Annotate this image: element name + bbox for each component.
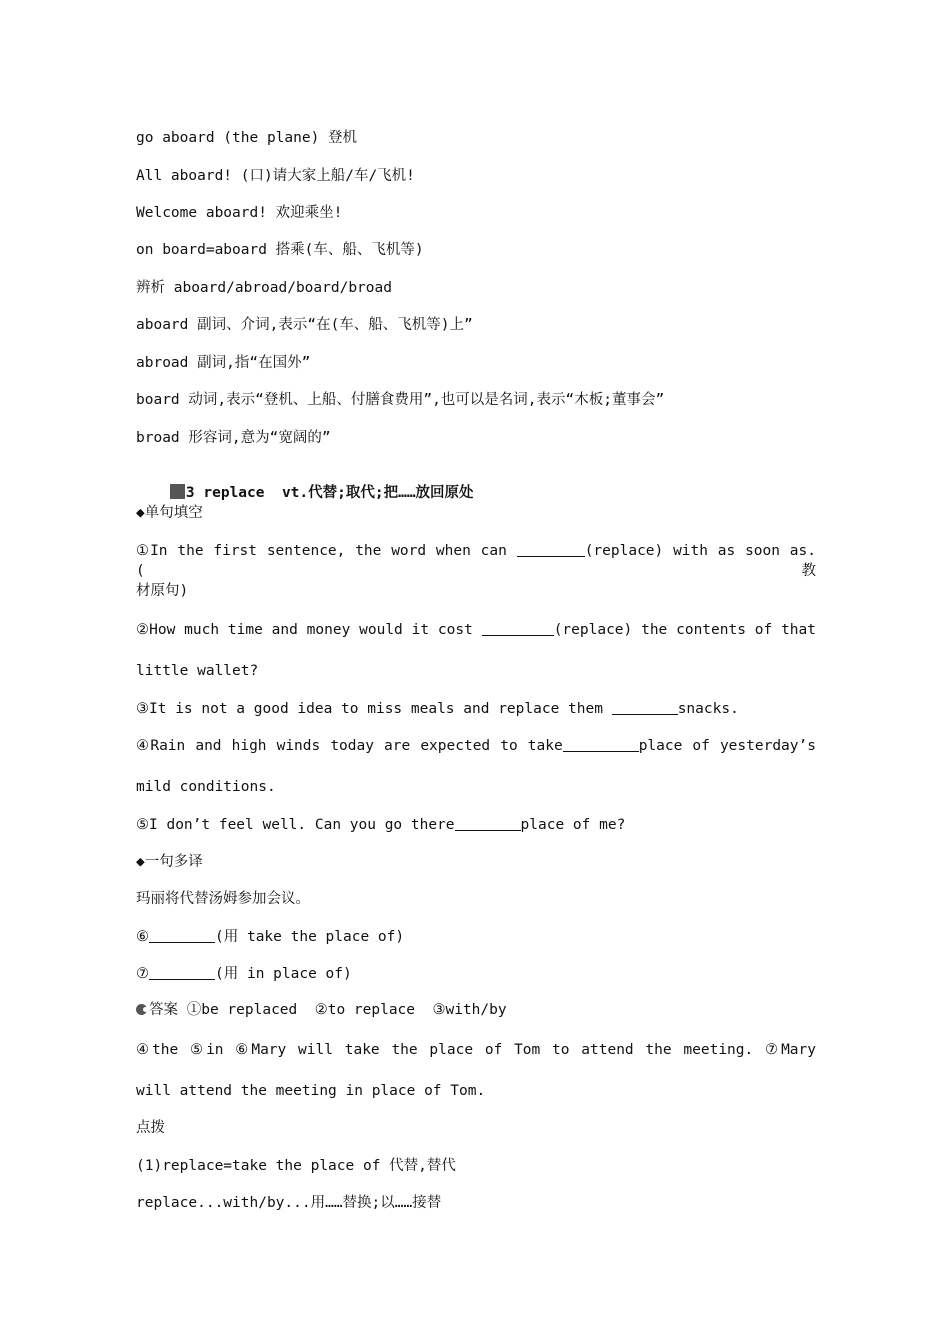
answer-blank: [517, 542, 585, 557]
note-line: go aboard (the plane) 登机: [136, 130, 358, 146]
question-1-cont: 材原句): [136, 583, 189, 599]
question-2: ②How much time and money would it cost (replace) the contents of that: [136, 622, 816, 638]
answer-blank: [455, 816, 521, 831]
translation-title: ◆一句多译: [136, 854, 203, 870]
answer-blank: [149, 928, 215, 943]
note-line: Welcome aboard! 欢迎乘坐!: [136, 205, 343, 221]
question-4-cont: mild conditions.: [136, 779, 276, 795]
answer-blank: [149, 965, 215, 980]
answer-line-3: will attend the meeting in place of Tom.: [136, 1083, 486, 1099]
answer-blank: [482, 621, 554, 636]
fill-blank-title: ◆单句填空: [136, 505, 203, 521]
answer-icon: [136, 1004, 147, 1015]
question-7: ⑦ (用 in place of): [136, 966, 352, 982]
question-1: ①In the first sentence, the word when can (replace) with as soon as.(教: [136, 543, 816, 579]
answer-line-1: 答案 ①be replaced ②to replace ③with/by: [136, 1000, 507, 1020]
section-heading-text: 3 replace vt.代替;取代;把……放回原处: [185, 485, 474, 501]
question-5: ⑤I don’t feel well. Can you go there place of me?: [136, 817, 626, 833]
tips-title: 点拨: [136, 1120, 165, 1136]
note-line: 辨析 aboard/abroad/board/broad: [136, 280, 392, 296]
note-line: board 动词,表示“登机、上船、付膳食费用”,也可以是名词,表示“木板;董事会”: [136, 392, 665, 408]
square-bullet-icon: [170, 484, 185, 499]
note-line: abroad 副词,指“在国外”: [136, 355, 311, 371]
answer-label: 答案: [149, 1002, 178, 1018]
tip-line: (1)replace=take the place of 代替,替代: [136, 1158, 456, 1174]
note-line: broad 形容词,意为“宽阔的”: [136, 430, 331, 446]
note-line: on board=aboard 搭乘(车、船、飞机等): [136, 242, 424, 258]
question-4: ④Rain and high winds today are expected to take place of yesterday’s: [136, 738, 816, 754]
answer-blank: [563, 737, 639, 752]
question-3: ③It is not a good idea to miss meals and replace them snacks.: [136, 701, 739, 717]
tip-line: replace...with/by...用……替换;以……接替: [136, 1195, 442, 1211]
note-line: aboard 副词、介词,表示“在(车、船、飞机等)上”: [136, 317, 473, 333]
question-6: ⑥ (用 take the place of): [136, 929, 405, 945]
answer-line-2: ④the ⑤in ⑥Mary will take the place of Tom to attend the meeting. ⑦Mary: [136, 1042, 816, 1058]
translation-prompt: 玛丽将代替汤姆参加会议。: [136, 891, 310, 907]
note-line: All aboard! (口)请大家上船/车/飞机!: [136, 168, 415, 184]
question-2-cont: little wallet?: [136, 663, 259, 679]
answer-blank: [612, 700, 678, 715]
